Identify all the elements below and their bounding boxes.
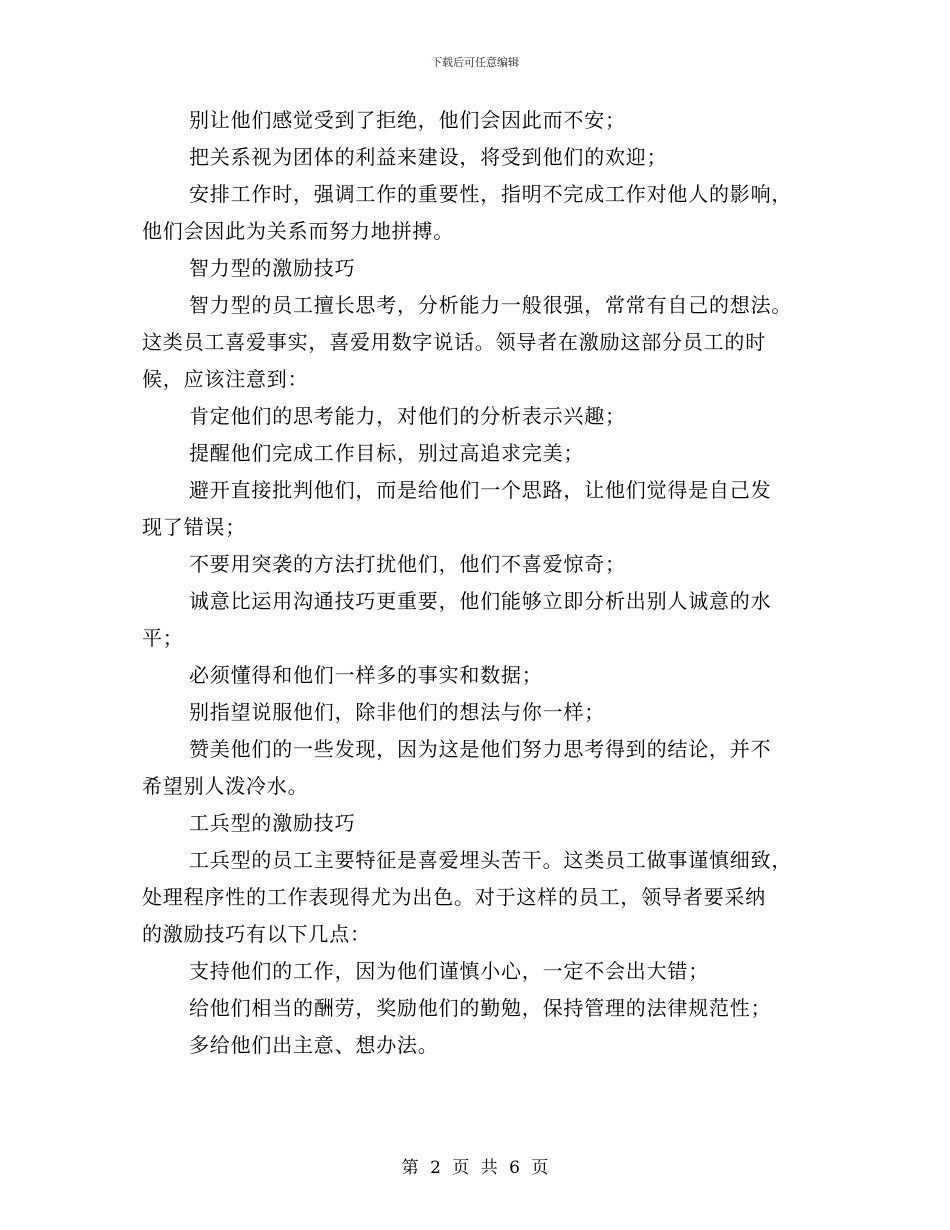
text-line: 处理程序性的工作表现得尤为出色。对于这样的员工，领导者要采纳 (142, 885, 766, 909)
text-line: 提醒他们完成工作目标，别过高追求完美； (189, 441, 585, 465)
text-line: 肯定他们的思考能力，对他们的分析表示兴趣； (189, 404, 626, 428)
document-body (142, 102, 810, 1064)
text-line: 必须懂得和他们一样多的事实和数据； (189, 663, 543, 687)
text-line: 工兵型的员工主要特征是喜爱埋头苦干。这类员工做事谨慎细致， (189, 848, 793, 872)
text-line: 智力型的员工擅长思考，分析能力一般很强，常常有自己的想法。 (189, 293, 793, 317)
text-line: 安排工作时，强调工作的重要性，指明不完成工作对他人的影响， (189, 182, 793, 206)
text-line: 希望别人泼冷水。 (142, 774, 309, 798)
text-line: 给他们相当的酬劳，奖励他们的勤勉，保持管理的法律规范性； (189, 996, 772, 1020)
text-line: 这类员工喜爱事实，喜爱用数字说话。领导者在激励这部分员工的时 (142, 330, 766, 354)
page-footer: 第 2 页 共 6 页 (401, 1158, 549, 1178)
text-line: 的激励技巧有以下几点： (142, 922, 371, 946)
text-line: 诚意比运用沟通技巧更重要，他们能够立即分析出别人诚意的水 (189, 589, 772, 613)
text-line: 候，应该注意到： (142, 367, 309, 391)
text-line: 工兵型的激励技巧 (189, 811, 356, 835)
text-line: 他们会因此为关系而努力地拼搏。 (142, 219, 454, 243)
text-line: 多给他们出主意、想办法。 (189, 1033, 439, 1057)
page-header: 下载后可任意编辑 (431, 56, 519, 69)
text-line: 把关系视为团体的利益来建设，将受到他们的欢迎； (189, 145, 668, 169)
text-line: 支持他们的工作，因为他们谨慎小心，一定不会出大错； (189, 959, 709, 983)
text-line: 现了错误； (142, 515, 246, 539)
text-line: 不要用突袭的方法打扰他们，他们不喜爱惊奇； (189, 552, 626, 576)
text-line: 避开直接批判他们，而是给他们一个思路，让他们觉得是自己发 (189, 478, 772, 502)
text-line: 赞美他们的一些发现，因为这是他们努力思考得到的结论，并不 (189, 737, 772, 761)
text-line: 智力型的激励技巧 (189, 256, 356, 280)
text-line: 平； (142, 626, 184, 650)
text-line: 别让他们感觉受到了拒绝，他们会因此而不安； (189, 108, 626, 132)
text-line: 别指望说服他们，除非他们的想法与你一样； (189, 700, 605, 724)
